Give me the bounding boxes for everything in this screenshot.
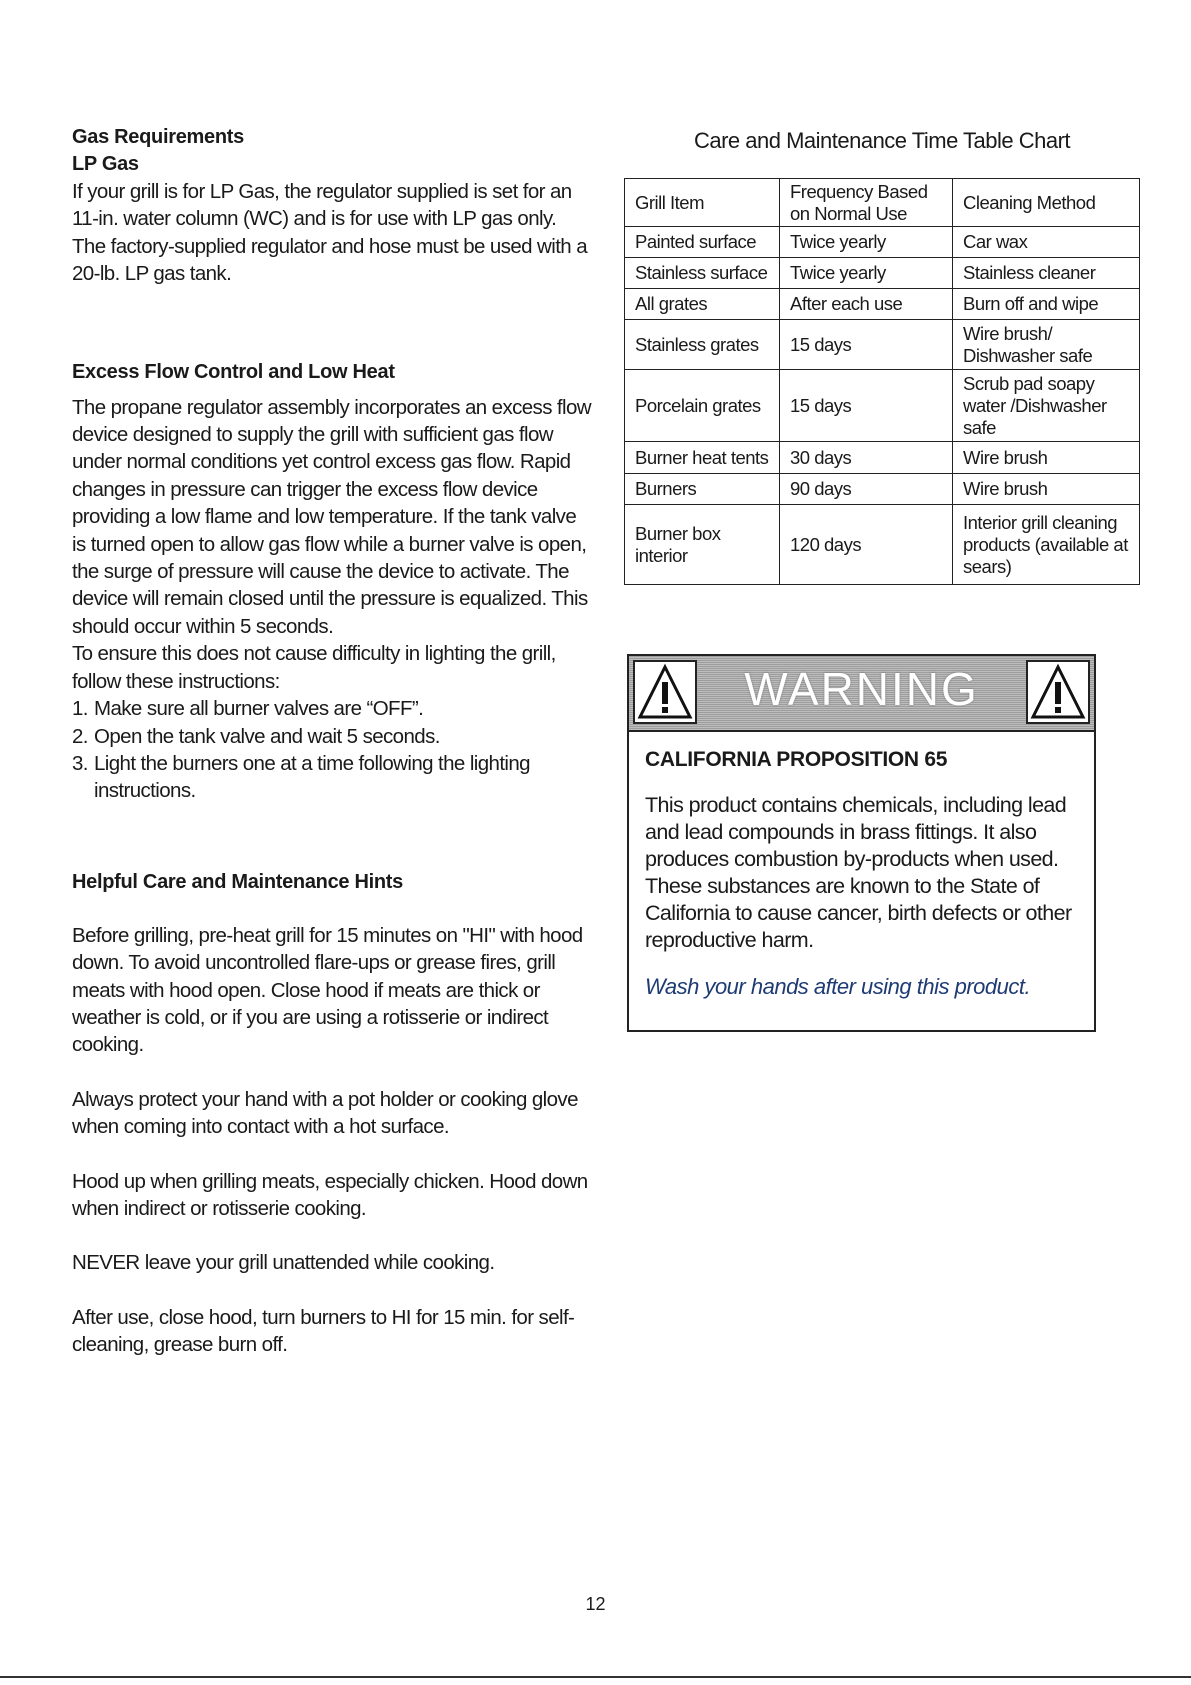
- care-table: [624, 178, 1140, 585]
- gas-requirements-heading: Gas Requirements: [72, 126, 244, 148]
- warning-paragraph: This product contains chemicals, including lead and lead compounds in brass fittings. It also produces combustion by-products when used. These substances are known to the State of California to cause cancer, birth defects or other reproductive harm.: [645, 793, 1072, 952]
- lighting-steps-list: [72, 695, 592, 805]
- care-chart: [624, 128, 1140, 585]
- list-item: 1. Make sure all burner valves are “OFF”.: [72, 697, 424, 721]
- excess-flow-intro: To ensure this does not cause difficulty in lighting the grill, follow these instructions:: [72, 642, 556, 693]
- table-cell: Stainless cleaner: [953, 258, 1140, 289]
- table-cell: Wire brush: [953, 442, 1140, 474]
- warning-content: [629, 732, 1094, 1000]
- table-cell: Twice yearly: [780, 227, 953, 258]
- hints-section: [72, 869, 592, 1359]
- hints-paragraph-3: Hood up when grilling meats, especially chicken. Hood down when indirect or rotisserie cooking.: [72, 1169, 588, 1220]
- excess-flow-section: [72, 359, 592, 805]
- table-row: [625, 442, 1140, 474]
- lp-gas-subheading: LP Gas: [72, 153, 139, 175]
- table-cell: Burn off and wipe: [953, 289, 1140, 320]
- table-cell: Wire brush/ Dishwasher safe: [953, 320, 1140, 370]
- table-header-row: [625, 179, 1140, 227]
- table-row: [625, 474, 1140, 505]
- table-cell: Burner box interior: [625, 505, 780, 585]
- table-row: [625, 289, 1140, 320]
- warning-triangle-icon: [1026, 660, 1090, 724]
- table-row: [625, 370, 1140, 442]
- table-cell: 120 days: [780, 505, 953, 585]
- table-cell: Burner heat tents: [625, 442, 780, 474]
- gas-requirements-section: [72, 124, 592, 288]
- table-header-cell: Frequency Based on Normal Use: [780, 179, 953, 227]
- hints-paragraph-2: Always protect your hand with a pot holder or cooking glove when coming into contact with a hot surface.: [72, 1087, 578, 1139]
- table-row: [625, 320, 1140, 370]
- hints-heading: Helpful Care and Maintenance Hints: [72, 870, 403, 893]
- warning-box: [627, 654, 1096, 1032]
- excess-flow-heading: Excess Flow Control and Low Heat: [72, 360, 395, 383]
- list-item: 3. Light the burners one at a time following the lighting instructions.: [72, 751, 530, 803]
- table-cell: After each use: [780, 289, 953, 320]
- lp-gas-paragraph: If your grill is for LP Gas, the regulator supplied is set for an 11-in. water column (WC) and is for use with LP gas only. The factory-supplied regulator and hose must be used with a 20-lb. LP gas tank.: [72, 180, 587, 286]
- table-cell: 90 days: [780, 474, 953, 505]
- page-number: 12: [585, 1594, 606, 1614]
- table-cell: Burners: [625, 474, 780, 505]
- table-cell: Stainless surface: [625, 258, 780, 289]
- table-header-cell: Cleaning Method: [953, 179, 1140, 227]
- table-cell: Interior grill cleaning products (available at sears): [953, 505, 1140, 585]
- table-cell: All grates: [625, 289, 780, 320]
- table-cell: Scrub pad soapy water /Dishwasher safe: [953, 370, 1140, 442]
- hints-paragraph-4: NEVER leave your grill unattended while cooking.: [72, 1251, 495, 1275]
- table-header-cell: Grill Item: [625, 179, 780, 227]
- left-column: [72, 124, 592, 1359]
- warning-banner-text: WARNING: [744, 663, 979, 715]
- wash-hands-note: Wash your hands after using this product.: [645, 974, 1031, 999]
- table-cell: Painted surface: [625, 227, 780, 258]
- warning-triangle-icon: [633, 660, 697, 724]
- list-item: 2. Open the tank valve and wait 5 seconds.: [72, 724, 440, 748]
- table-cell: Porcelain grates: [625, 370, 780, 442]
- chart-title: Care and Maintenance Time Table Chart: [693, 128, 1071, 153]
- table-cell: Stainless grates: [625, 320, 780, 370]
- table-row: [625, 505, 1140, 585]
- bottom-divider: [0, 1676, 1191, 1678]
- warning-banner: [629, 656, 1094, 732]
- table-cell: Car wax: [953, 227, 1140, 258]
- table-cell: 15 days: [780, 370, 953, 442]
- table-cell: Twice yearly: [780, 258, 953, 289]
- hints-paragraph-1: Before grilling, pre-heat grill for 15 minutes on "HI" with hood down. To avoid uncontrolled flare-ups or grease fires, grill meats with hood open. Close hood if meats are thick or weather is cold, or if you are using a rotisserie or indirect cooking.: [72, 923, 583, 1057]
- excess-flow-paragraph: The propane regulator assembly incorporates an excess flow device designed to supply the grill with sufficient gas flow under normal conditions yet control excess gas flow. Rapid changes in pressure can trigger the excess flow device providing a low flame and low temperature. If the tank valve is turned open to allow gas flow while a burner valve is open, the surge of pressure will cause the device to activate. The device will remain closed until the pressure is equalized. This should occur within 5 seconds.: [72, 395, 591, 638]
- table-row: [625, 227, 1140, 258]
- table-row: [625, 258, 1140, 289]
- proposition-title: CALIFORNIA PROPOSITION 65: [645, 748, 948, 771]
- table-cell: 30 days: [780, 442, 953, 474]
- table-cell: Wire brush: [953, 474, 1140, 505]
- hints-paragraph-5: After use, close hood, turn burners to HI for 15 min. for self-cleaning, grease burn off.: [72, 1305, 575, 1357]
- table-cell: 15 days: [780, 320, 953, 370]
